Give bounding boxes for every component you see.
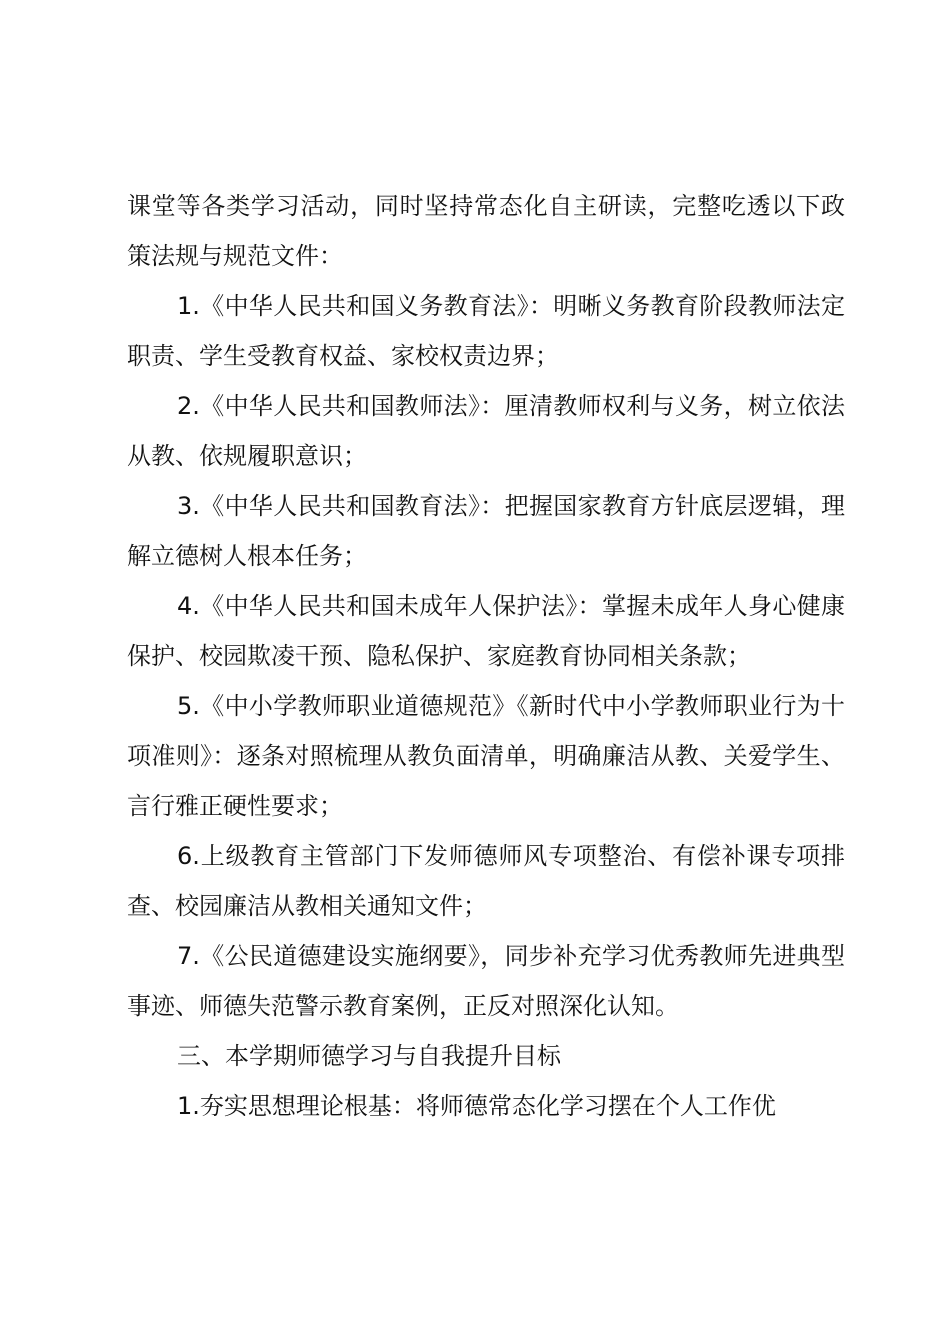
paragraph-item-7-civic-morality-outline: 7.《公民道德建设实施纲要》，同步补充学习优秀教师先进典型事迹、师德失范警示教育案例，正反对照深化认知。 <box>127 942 845 1020</box>
paragraph-item-6-department-notices: 6.上级教育主管部门下发师德师风专项整治、有偿补课专项排查、校园廉洁从教相关通知文件； <box>127 842 845 920</box>
paragraph-item-5-teacher-ethics-norms: 5.《中小学教师职业道德规范》《新时代中小学教师职业行为十项准则》：逐条对照梳理从教负面清单，明确廉洁从教、关爱学生、言行雅正硬性要求； <box>127 692 845 820</box>
paragraph-intro-continued: 课堂等各类学习活动，同时坚持常态化自主研读，完整吃透以下政策法规与规范文件： <box>127 192 845 270</box>
paragraph-item-3-education-law: 3.《中华人民共和国教育法》：把握国家教育方针底层逻辑，理解立德树人根本任务； <box>127 492 845 570</box>
document-body <box>127 181 845 1131</box>
paragraph-item-2-teachers-law: 2.《中华人民共和国教师法》：厘清教师权利与义务，树立依法从教、依规履职意识； <box>127 392 845 470</box>
paragraph-item-1-compulsory-education-law: 1.《中华人民共和国义务教育法》：明晰义务教育阶段教师法定职责、学生受教育权益、家校权责边界； <box>127 292 845 370</box>
paragraph-item-4-minors-protection-law: 4.《中华人民共和国未成年人保护法》：掌握未成年人身心健康保护、校园欺凌干预、隐私保护、家庭教育协同相关条款； <box>127 592 845 670</box>
section-heading-goals: 三、本学期师德学习与自我提升目标 <box>177 1042 561 1070</box>
paragraph-goal-1: 1.夯实思想理论根基：将师德常态化学习摆在个人工作优 <box>177 1092 776 1120</box>
